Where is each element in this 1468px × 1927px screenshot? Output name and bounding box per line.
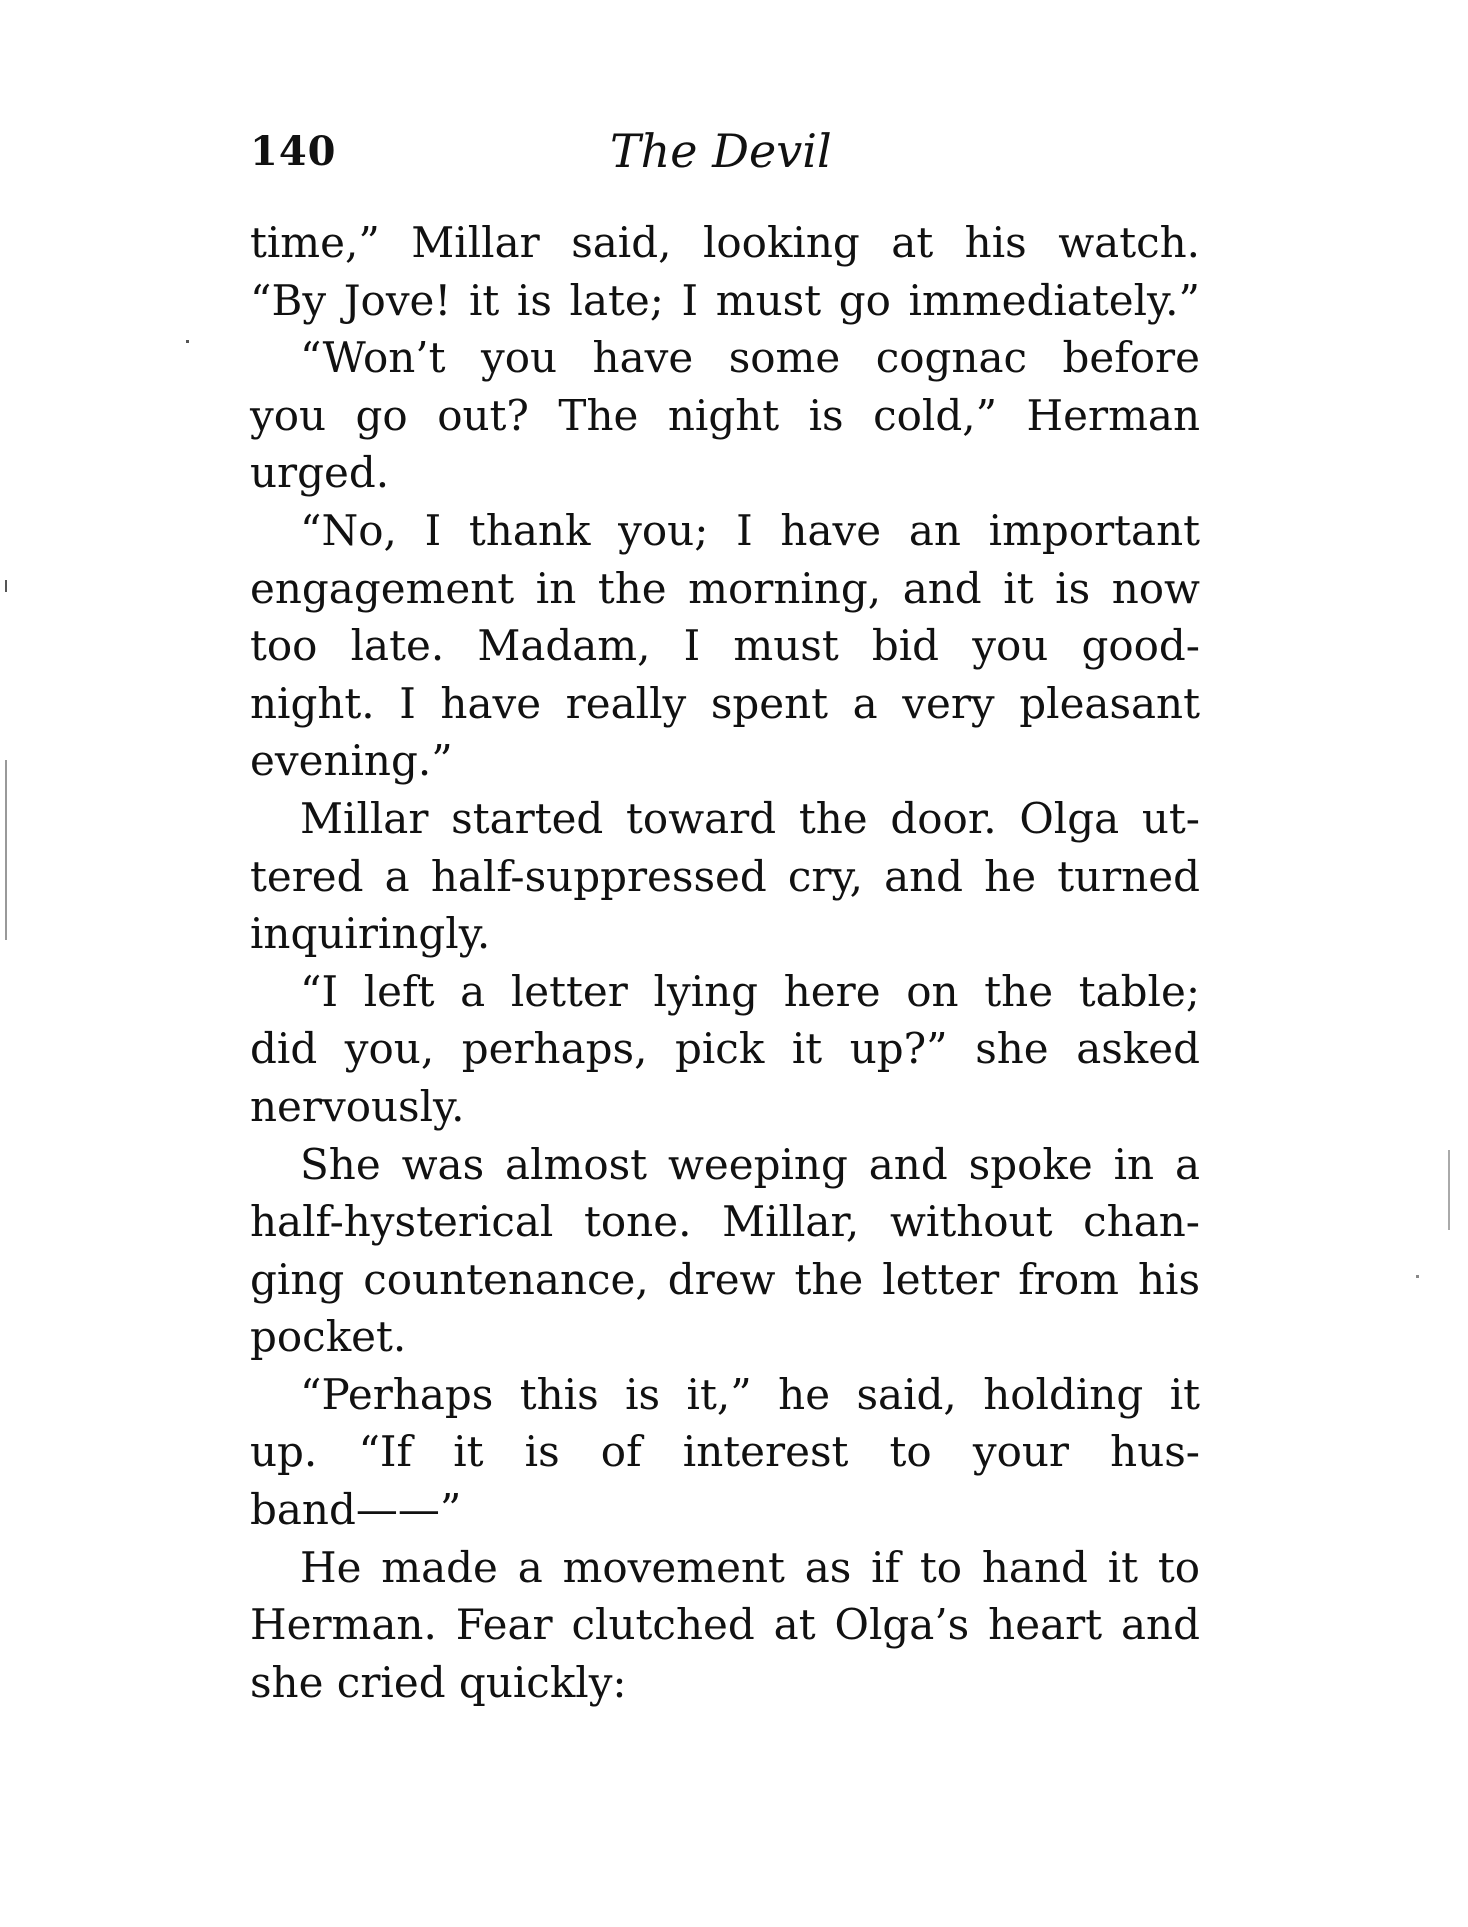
scan-speck bbox=[1416, 1275, 1419, 1278]
text-line: pocket. bbox=[250, 1312, 407, 1362]
text-line: tered a half-suppressed cry, and he turned bbox=[250, 851, 1200, 901]
scan-edge-mark bbox=[1448, 1150, 1450, 1230]
text-line: She was almost weeping and spoke in a bbox=[300, 1139, 1200, 1189]
page-header bbox=[250, 120, 1200, 190]
text-line: inquiringly. bbox=[250, 909, 491, 959]
page-number: 140 bbox=[250, 128, 337, 175]
text-line: half-hysterical tone. Millar, without chan- bbox=[250, 1197, 1200, 1247]
text-line: too late. Madam, I must bid you good- bbox=[250, 621, 1200, 671]
text-line: Herman. Fear clutched at Olga’s heart and bbox=[250, 1600, 1200, 1650]
text-line: “Won’t you have some cognac before bbox=[300, 333, 1200, 383]
text-line: “No, I thank you; I have an important bbox=[300, 505, 1200, 555]
text-line: evening.” bbox=[250, 736, 453, 786]
text-line: ging countenance, drew the letter from his bbox=[250, 1254, 1200, 1304]
text-line: band——” bbox=[250, 1485, 462, 1535]
scan-edge-mark bbox=[5, 760, 7, 940]
text-line: time,” Millar said, looking at his watch. bbox=[250, 218, 1200, 267]
text-line: “I left a letter lying here on the table; bbox=[300, 966, 1200, 1016]
text-line: you go out? The night is cold,” Herman bbox=[250, 390, 1200, 440]
scan-speck bbox=[5, 580, 7, 592]
body-text bbox=[250, 214, 1200, 1711]
text-line: she cried quickly: bbox=[250, 1657, 627, 1707]
scan-speck bbox=[186, 340, 189, 343]
text-line: urged. bbox=[250, 448, 390, 498]
text-line: “By Jove! it is late; I must go immediately.” bbox=[250, 275, 1200, 325]
text-line: engagement in the morning, and it is now bbox=[250, 563, 1200, 613]
text-line: Millar started toward the door. Olga ut- bbox=[300, 793, 1200, 843]
text-line: did you, perhaps, pick it up?” she asked bbox=[250, 1024, 1200, 1074]
text-line: “Perhaps this is it,” he said, holding it bbox=[300, 1369, 1200, 1419]
running-title: The Devil bbox=[610, 124, 832, 178]
text-line: He made a movement as if to hand it to bbox=[300, 1542, 1200, 1592]
text-line: up. “If it is of interest to your hus- bbox=[250, 1427, 1200, 1477]
text-line: nervously. bbox=[250, 1081, 465, 1131]
text-line: night. I have really spent a very pleasant bbox=[250, 678, 1200, 728]
